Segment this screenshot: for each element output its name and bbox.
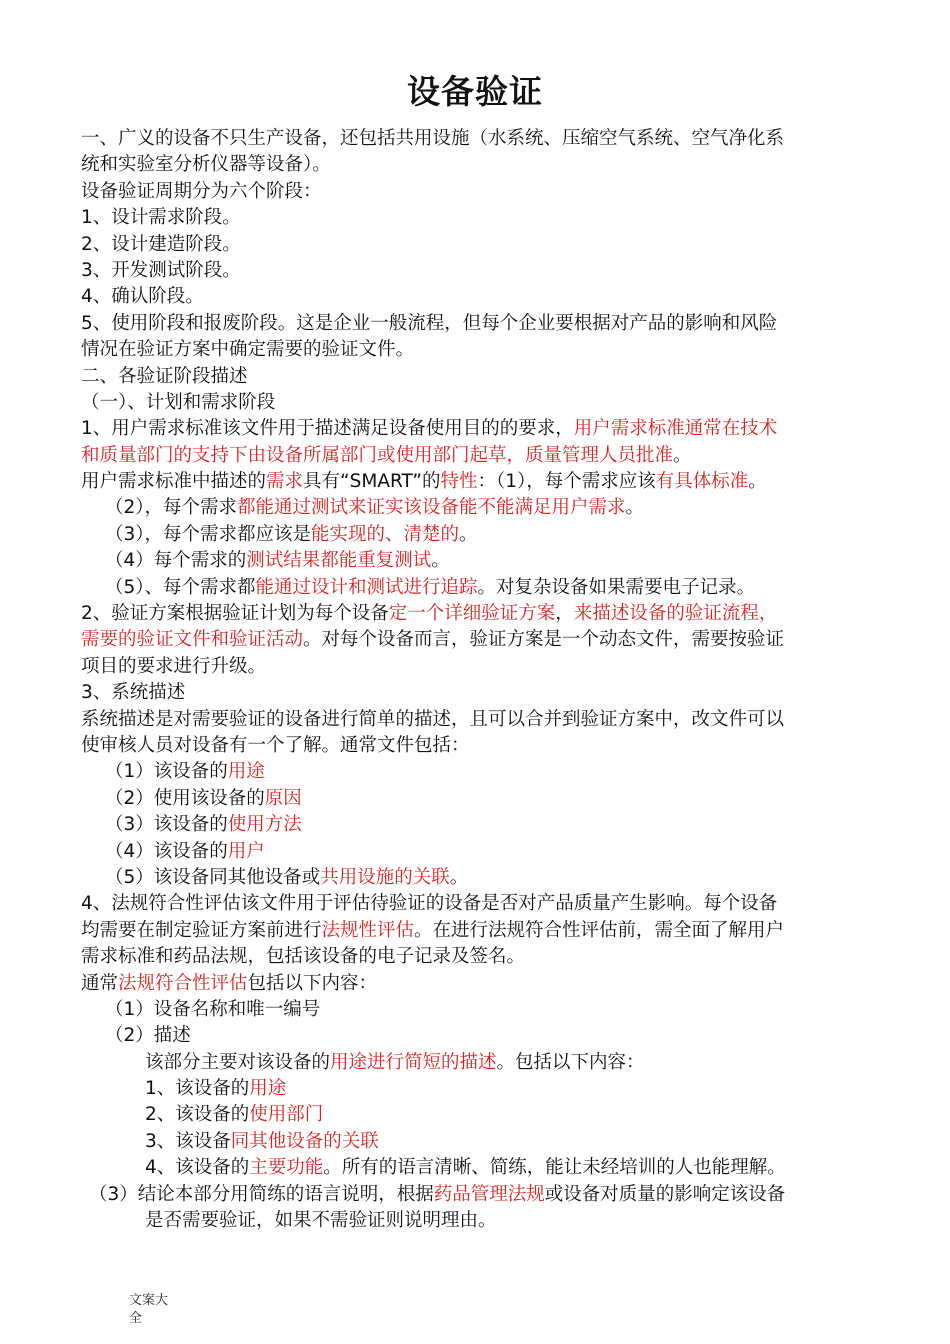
highlighted-text: 都能通过测试来证实该设备能不能满足用户需求 xyxy=(237,497,626,519)
text-segment: 设备验证周期分为六个阶段： xyxy=(81,180,322,202)
highlighted-text: 能通过设计和测试进行追踪 xyxy=(255,576,478,598)
highlighted-text: 原因 xyxy=(264,787,302,809)
text-segment: （2）描述 xyxy=(105,1025,191,1047)
text-segment: 4、确认阶段。 xyxy=(81,286,204,308)
text-segment: （一）、计划和需求阶段 xyxy=(81,391,276,413)
text-segment: （3）该设备的 xyxy=(105,814,228,836)
text-line xyxy=(81,1050,871,1076)
text-line xyxy=(81,891,871,917)
text-segment: ：（1），每个需求应该 xyxy=(477,471,656,493)
highlighted-text: 用途 xyxy=(227,761,265,783)
highlighted-text: 和质量部门的支持下由设备所属部门或使用部门起草，质量管理人员批准 xyxy=(81,444,674,466)
text-segment: （5）该设备同其他设备或 xyxy=(105,866,321,888)
text-line xyxy=(81,311,871,337)
text-segment: （1）设备名称和唯一编号 xyxy=(105,998,321,1020)
text-segment: 。 xyxy=(449,866,469,888)
text-line xyxy=(81,601,871,627)
text-segment: 需求标准和药品法规，包括该设备的电子记录及签名。 xyxy=(81,946,526,968)
text-segment: （4）每个需求的 xyxy=(105,550,247,572)
text-line xyxy=(81,522,871,548)
text-line xyxy=(81,258,871,284)
text-segment: 。 xyxy=(748,471,767,493)
text-line xyxy=(81,786,871,812)
highlighted-text: 测试结果都能重复测试 xyxy=(246,550,432,572)
text-line xyxy=(81,126,871,152)
text-line xyxy=(81,997,871,1023)
highlighted-text: 使用方法 xyxy=(227,814,302,836)
text-line xyxy=(81,654,871,680)
text-segment: 系统描述是对需要验证的设备进行简单的描述，且可以合并到验证方案中，改文件可以 xyxy=(81,708,785,730)
text-segment: （5）、每个需求都 xyxy=(105,576,256,598)
text-segment: 。在进行法规符合性评估前，需全面了解用户 xyxy=(414,919,785,941)
highlighted-text: 法规符合性评估 xyxy=(118,972,248,994)
text-segment: 用户需求标准中描述的 xyxy=(81,471,267,493)
text-segment: 。 xyxy=(625,497,645,519)
text-segment: 是否需要验证，如果不需验证则说明理由。 xyxy=(145,1210,497,1232)
footer-watermark xyxy=(129,1292,189,1328)
text-line xyxy=(81,971,871,997)
highlighted-text: 用途 xyxy=(249,1078,287,1100)
text-segment: 。包括以下内容： xyxy=(496,1051,645,1073)
footer-line-1: 文案大 xyxy=(129,1293,169,1308)
highlighted-text: 同其他设备的关联 xyxy=(230,1130,379,1152)
highlighted-text: 需求 xyxy=(266,471,304,493)
text-segment: 5、使用阶段和报废阶段。这是企业一般流程，但每个企业要根据对产品的影响和风险 xyxy=(81,312,778,334)
highlighted-text: 来描述设备的验证流程， xyxy=(573,603,778,625)
text-segment: （3）结论本部分用简练的语言说明，根据 xyxy=(89,1183,434,1205)
text-line xyxy=(81,205,871,231)
text-line xyxy=(81,1182,871,1208)
text-segment: 4、该设备的 xyxy=(145,1157,250,1179)
text-segment: 项目的要求进行升级。 xyxy=(81,655,267,677)
text-segment: （2）使用该设备的 xyxy=(105,787,265,809)
text-segment: 。对每个设备而言，验证方案是一个动态文件，需要按验证 xyxy=(303,629,785,651)
text-line xyxy=(81,1076,871,1102)
text-line xyxy=(81,1023,871,1049)
text-line xyxy=(81,469,871,495)
text-line xyxy=(81,152,871,178)
text-segment: 。 xyxy=(459,523,478,545)
text-line xyxy=(81,1102,871,1128)
highlighted-text: 用户需求标准通常在技术 xyxy=(573,418,778,440)
text-segment: 。所有的语言清晰、简练，能让未经培训的人也能理解。 xyxy=(323,1157,786,1179)
highlighted-text: 用途进行简短的描述 xyxy=(330,1051,497,1073)
text-segment: 2、验证方案根据验证计划为每个设备 xyxy=(81,603,389,625)
text-line xyxy=(81,918,871,944)
text-segment: 3、该设备 xyxy=(145,1130,231,1152)
text-line xyxy=(81,416,871,442)
text-line xyxy=(81,627,871,653)
text-segment: （1）该设备的 xyxy=(105,761,228,783)
text-segment: （3），每个需求都应该是 xyxy=(105,523,312,545)
highlighted-text: 定一个详细验证方案 xyxy=(388,603,556,625)
text-line xyxy=(81,548,871,574)
text-segment: 。对复杂设备如果需要电子记录。 xyxy=(477,576,756,598)
text-line xyxy=(81,839,871,865)
text-segment: 3、开发测试阶段。 xyxy=(81,259,241,281)
highlighted-text: 能实现的、清楚的 xyxy=(311,523,460,545)
text-line xyxy=(81,812,871,838)
text-segment: 1、设计需求阶段。 xyxy=(81,207,241,229)
highlighted-text: 需要的验证文件和验证活动 xyxy=(81,629,304,651)
text-line xyxy=(81,495,871,521)
footer-line-2: 全 xyxy=(129,1311,143,1326)
text-segment: ， xyxy=(555,603,574,625)
text-line xyxy=(81,944,871,970)
highlighted-text: 共用设施的关联 xyxy=(320,866,450,888)
text-segment: 具有“SMART”的 xyxy=(303,471,441,493)
text-segment: 2、设计建造阶段。 xyxy=(81,233,241,255)
text-line xyxy=(81,680,871,706)
text-line xyxy=(81,1155,871,1181)
text-segment: 4、法规符合性评估该文件用于评估待验证的设备是否对产品质量产生影响。每个设备 xyxy=(81,893,778,915)
text-line xyxy=(81,865,871,891)
text-segment: 二、各验证阶段描述 xyxy=(81,365,248,387)
highlighted-text: 用户 xyxy=(227,840,265,862)
text-segment: 包括以下内容： xyxy=(247,972,378,994)
text-line xyxy=(81,707,871,733)
text-segment: （4）该设备的 xyxy=(105,840,228,862)
text-line xyxy=(81,1208,871,1234)
text-line xyxy=(81,575,871,601)
text-line xyxy=(81,443,871,469)
text-segment: 。 xyxy=(431,550,450,572)
text-line xyxy=(81,1129,871,1155)
text-segment: 或设备对质量的影响定该设备 xyxy=(544,1183,786,1205)
text-segment: 使审核人员对设备有一个了解。通常文件包括： xyxy=(81,734,470,756)
highlighted-text: 特性 xyxy=(440,471,478,493)
text-segment: 1、用户需求标准该文件用于描述满足设备使用目的的要求， xyxy=(81,418,574,440)
text-segment: 通常 xyxy=(81,972,119,994)
text-segment: 3、系统描述 xyxy=(81,682,186,704)
text-line xyxy=(81,232,871,258)
text-line xyxy=(81,733,871,759)
text-line xyxy=(81,390,871,416)
document-body xyxy=(81,126,871,1234)
highlighted-text: 主要功能 xyxy=(249,1157,324,1179)
text-segment: 该部分主要对该设备的 xyxy=(145,1051,331,1073)
text-segment: 统和实验室分析仪器等设备）。 xyxy=(81,154,331,176)
text-segment: 一、广义的设备不只生产设备，还包括共用设施（水系统、压缩空气系统、空气净化系 xyxy=(81,128,785,149)
text-line xyxy=(81,364,871,390)
text-segment: 。 xyxy=(673,444,692,466)
text-line xyxy=(81,179,871,205)
text-segment: 均需要在制定验证方案前进行 xyxy=(81,919,322,941)
highlighted-text: 药品管理法规 xyxy=(433,1183,545,1205)
highlighted-text: 有具体标准 xyxy=(655,471,749,493)
text-segment: 2、该设备的 xyxy=(145,1104,250,1126)
text-line xyxy=(81,284,871,310)
highlighted-text: 使用部门 xyxy=(249,1104,324,1126)
text-line xyxy=(81,337,871,363)
text-line xyxy=(81,759,871,785)
page-title: 设备验证 xyxy=(407,72,543,111)
text-segment: （2），每个需求 xyxy=(105,497,238,519)
highlighted-text: 法规性评估 xyxy=(321,919,415,941)
text-segment: 1、该设备的 xyxy=(145,1078,250,1100)
text-segment: 情况在验证方案中确定需要的验证文件。 xyxy=(81,339,415,361)
